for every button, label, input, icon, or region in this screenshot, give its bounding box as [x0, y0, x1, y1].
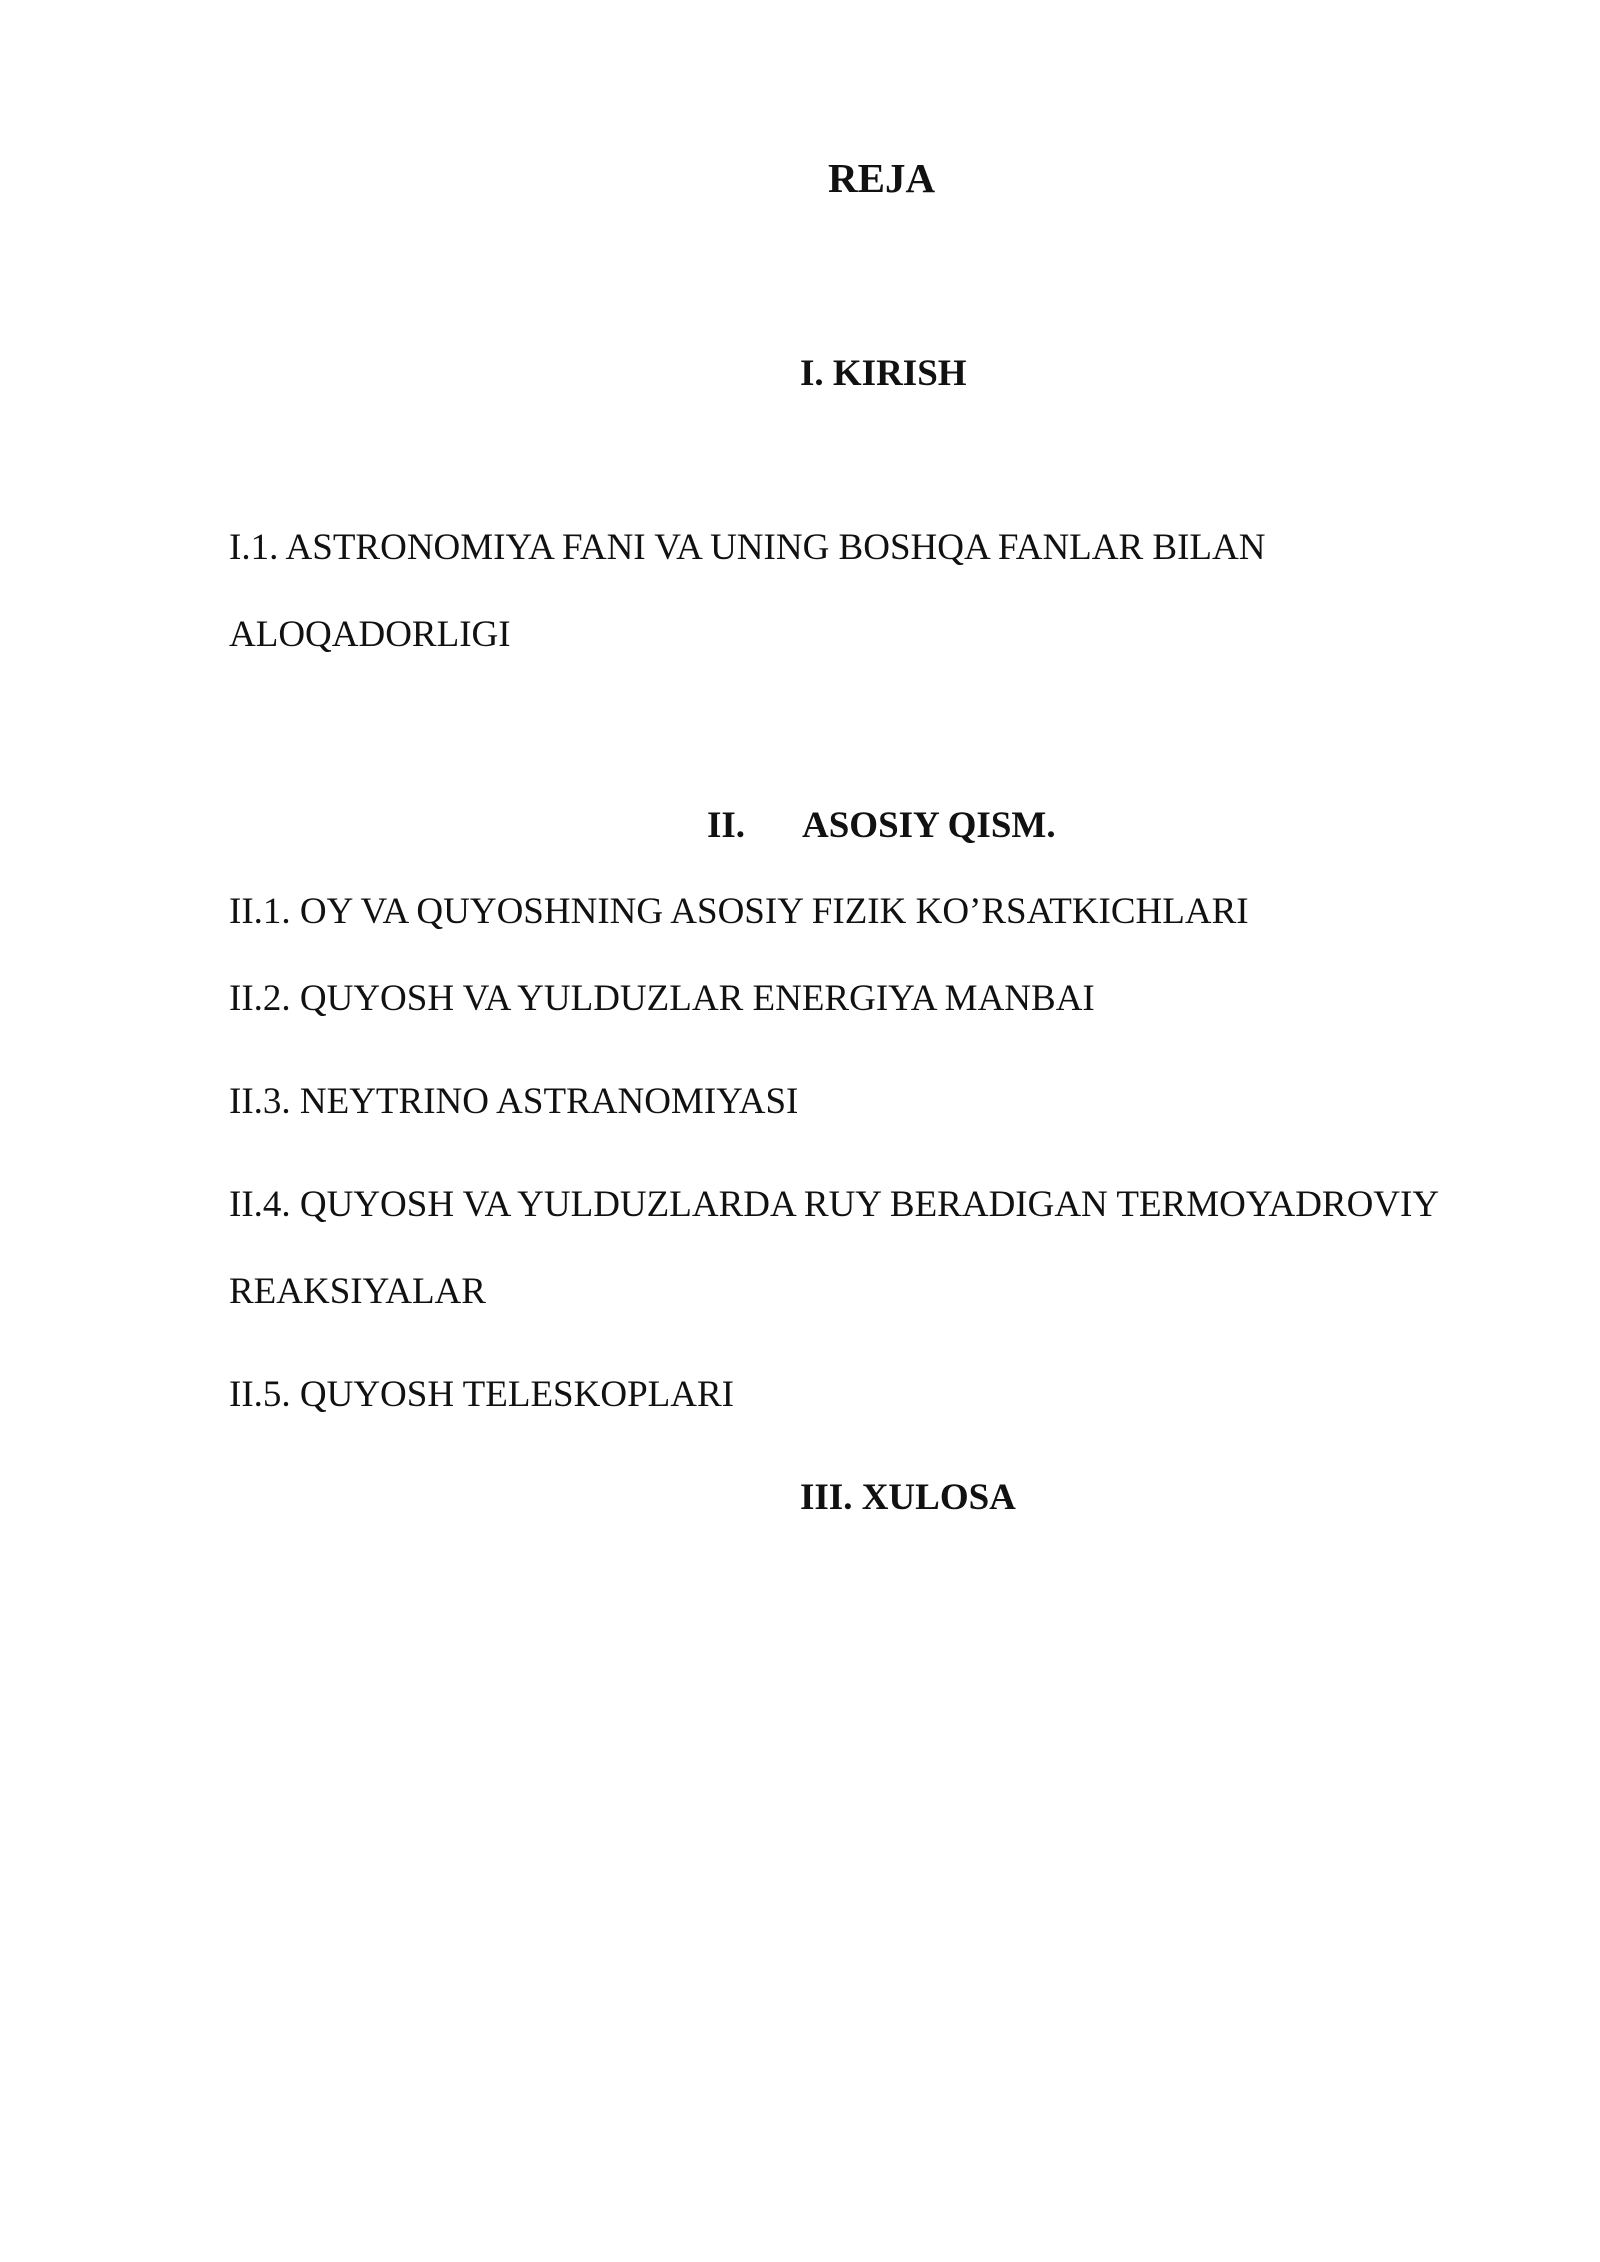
toc-item-2-3: II.3. NEYTRINO ASTRANOMIYASI: [229, 1081, 799, 1122]
section-heading-asosiy-qism: [707, 804, 1056, 848]
section-heading-kirish: I. KIRISH: [800, 353, 967, 394]
toc-item-1-1-line-2: ALOQADORLIGI: [229, 614, 511, 655]
toc-item-1-1-line-1: I.1. ASTRONOMIYA FANI VA UNING BOSHQA FANLAR BILAN: [229, 527, 1266, 568]
toc-item-2-4-line-2: REAKSIYALAR: [229, 1271, 486, 1312]
page-title: REJA: [828, 155, 936, 201]
toc-item-2-4-line-1: II.4. QUYOSH VA YULDUZLARDA RUY BERADIGAN TERMOYADROVIY: [229, 1184, 1440, 1225]
section-title: ASOSIY QISM.: [802, 805, 1056, 846]
toc-item-2-2: II.2. QUYOSH VA YULDUZLAR ENERGIYA MANBAI: [229, 978, 1095, 1019]
toc-item-2-1: II.1. OY VA QUYOSHNING ASOSIY FIZIK KO’RSATKICHLARI: [229, 891, 1249, 932]
section-heading-xulosa: III. XULOSA: [800, 1477, 1016, 1518]
section-number: II.: [707, 805, 746, 846]
toc-item-2-5: II.5. QUYOSH TELESKOPLARI: [229, 1374, 734, 1415]
